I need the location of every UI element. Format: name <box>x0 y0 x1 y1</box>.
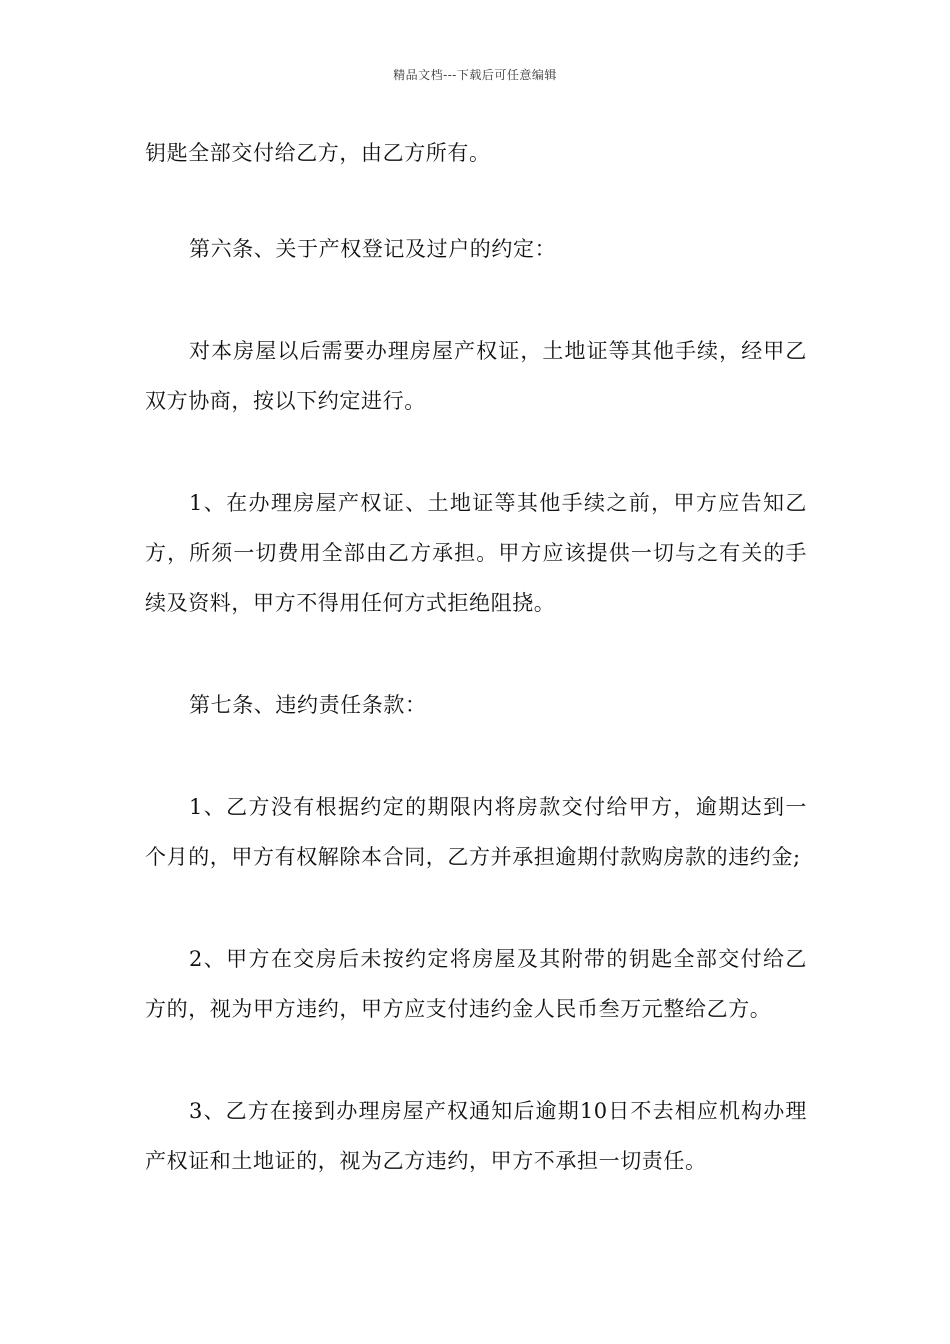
article-7-item-3: 3、乙方在接到办理房屋产权通知后逾期10日不去相应机构办理产权证和土地证的，视为乙方违约，甲方不承担一切责任。 <box>145 1099 807 1173</box>
article-7-heading: 第七条、违约责任条款： <box>189 693 427 717</box>
article-6-item-1: 1、在办理房屋产权证、土地证等其他手续之前，甲方应告知乙方，所须一切费用全部由乙方承担。甲方应该提供一切与之有关的手续及资料，甲方不得用任何方式拒绝阻挠。 <box>145 491 807 615</box>
paragraph-keys-delivery: 钥匙全部交付给乙方，由乙方所有。 <box>145 141 491 165</box>
article-7-item-1: 1、乙方没有根据约定的期限内将房款交付给甲方，逾期达到一个月的，甲方有权解除本合同，乙方并承担逾期付款购房款的违约金; <box>145 795 807 869</box>
article-6-intro: 对本房屋以后需要办理房屋产权证，土地证等其他手续，经甲乙双方协商，按以下约定进行。 <box>145 339 807 413</box>
page-header: 精品文档---下载后可任意编辑 <box>393 68 557 82</box>
article-6-heading: 第六条、关于产权登记及过户的约定： <box>189 237 557 261</box>
article-7-item-2: 2、甲方在交房后未按约定将房屋及其附带的钥匙全部交付给乙方的，视为甲方违约，甲方应支付违约金人民币叁万元整给乙方。 <box>145 947 807 1021</box>
document-body <box>145 128 807 1238</box>
